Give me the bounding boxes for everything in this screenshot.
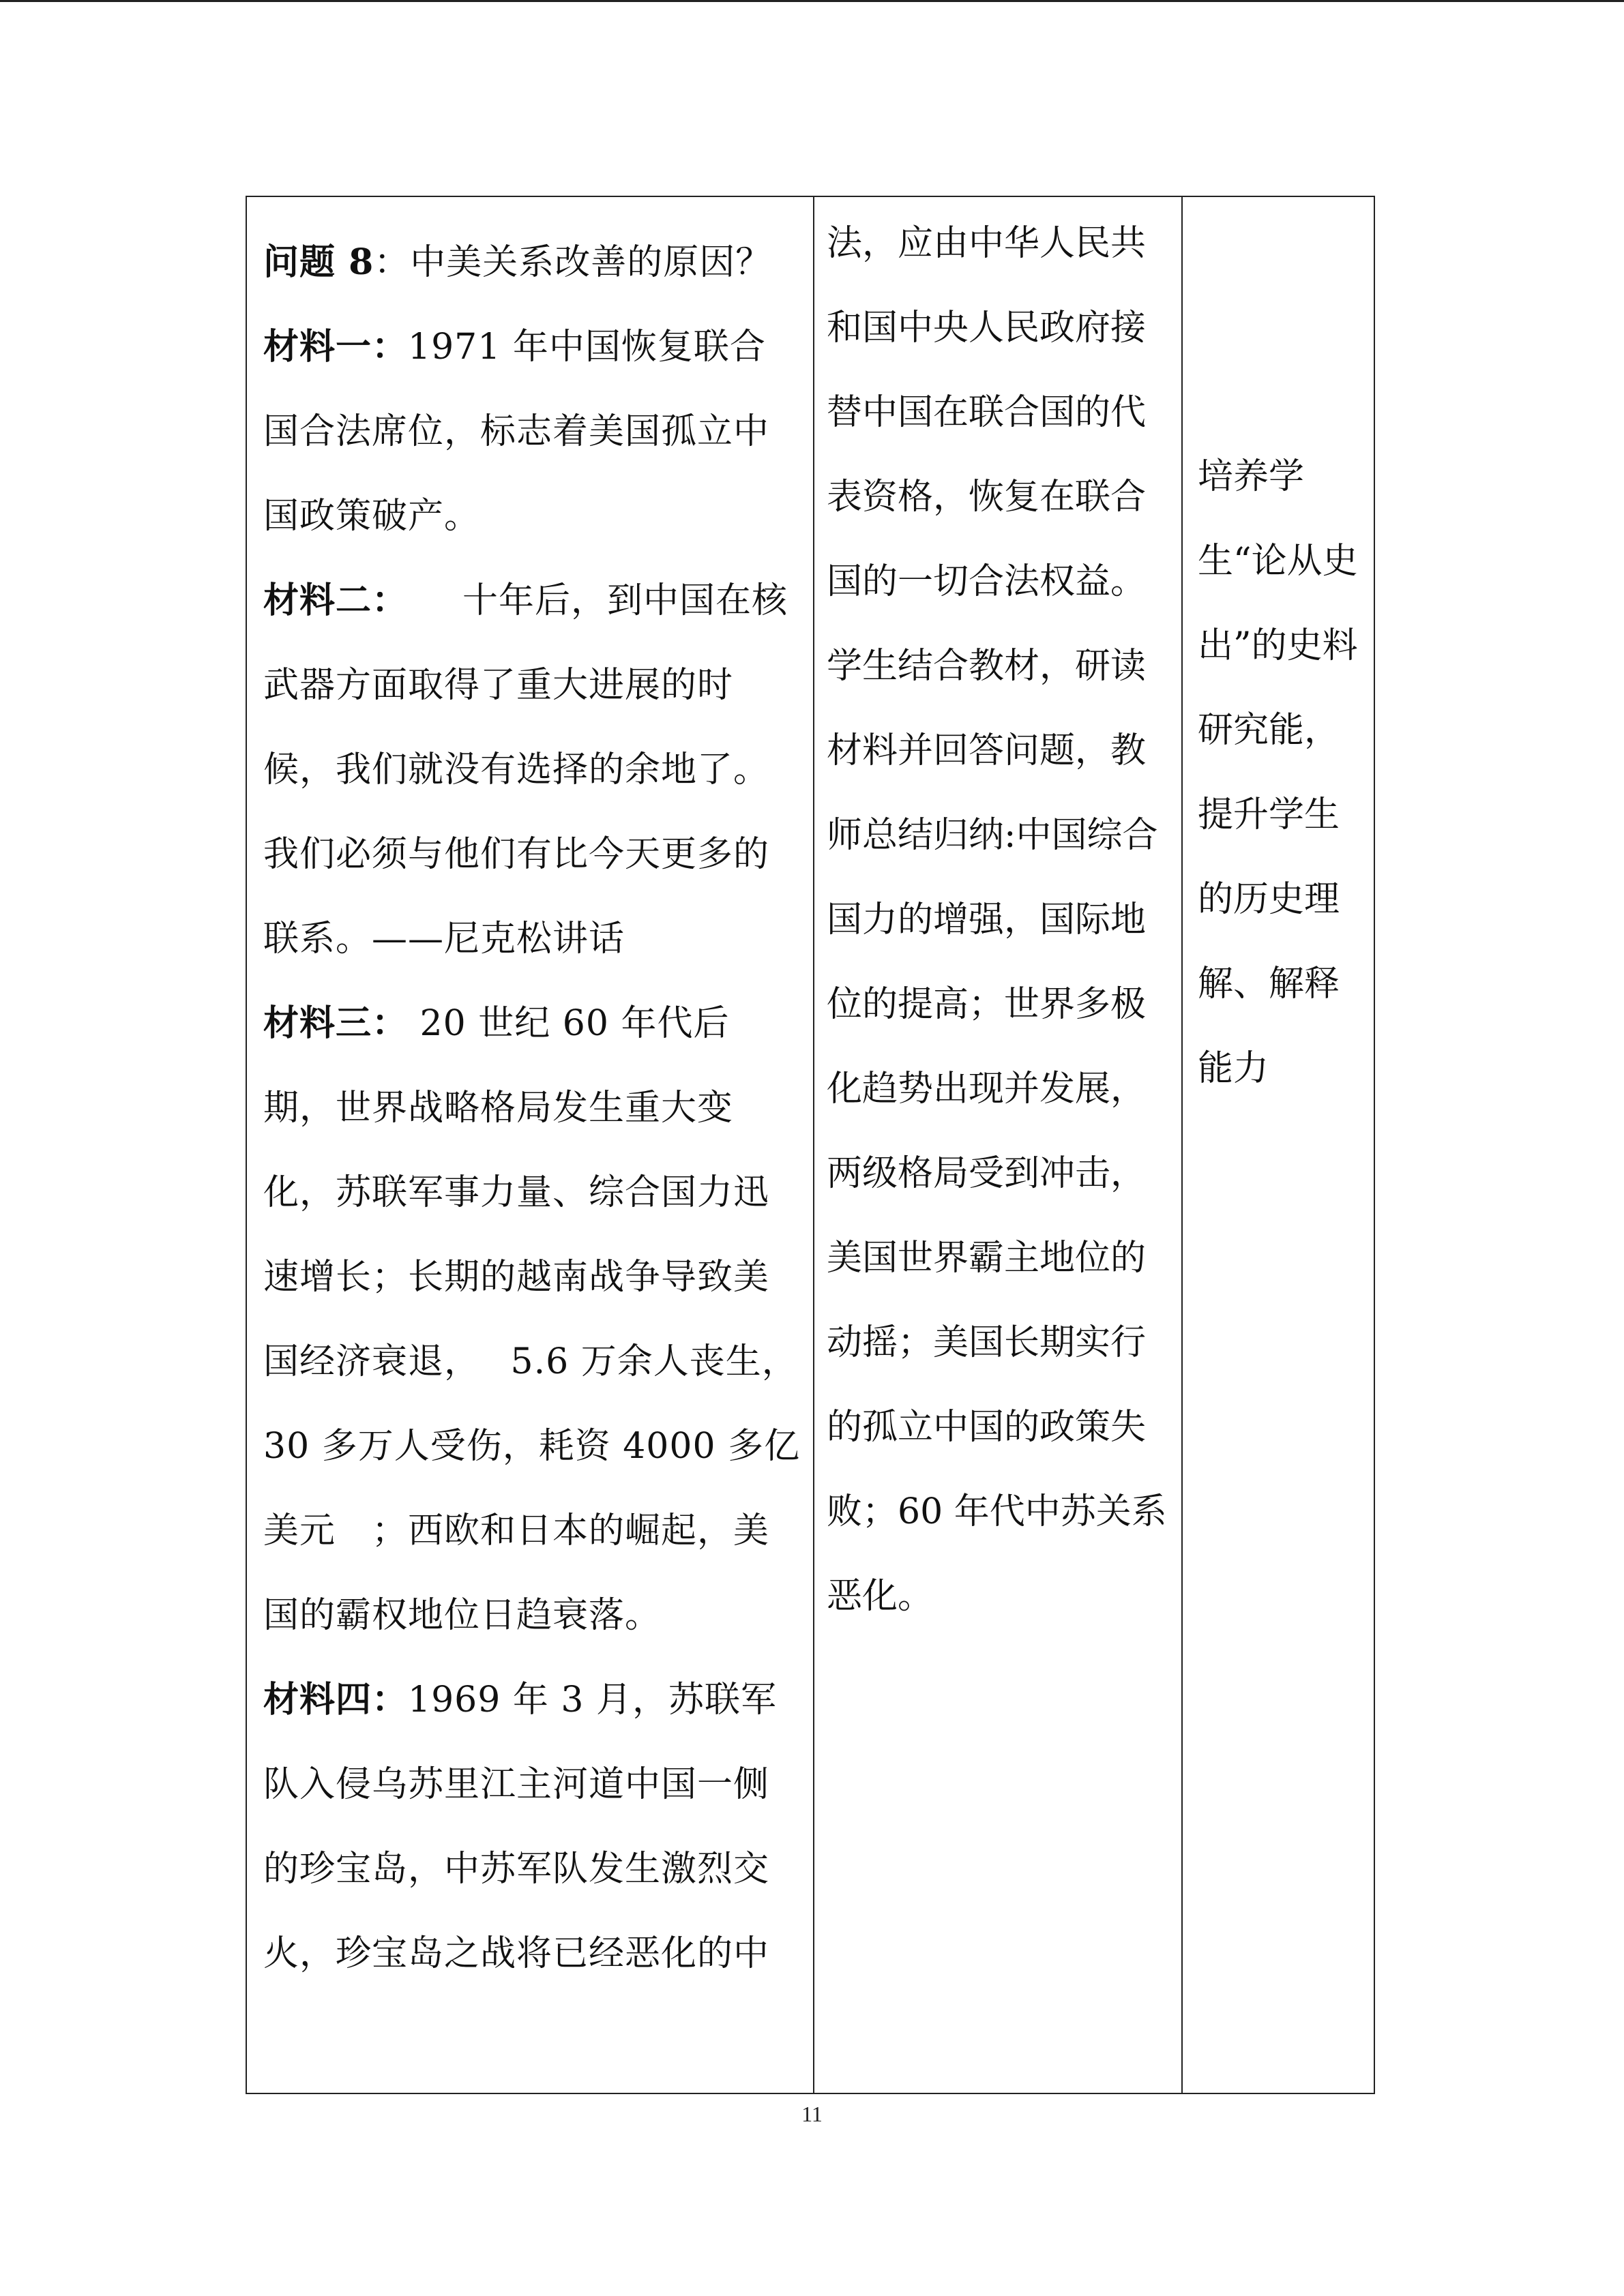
activity-paragraph-2: 学生结合教材，研读材料并回答问题，教师总结归纳:中国综合国力的增强，国际地位的提高；世界多极化趋势出现并发展，两级格局受到冲击，美国世界霸主地位的动摇；美国长期实行的孤立中国的政策失败；60 年代中苏关系恶化。 [827,646,1167,1617]
material-2 [263,558,801,981]
design-purpose-text: 培养学生“论从史出”的史料研究能，提升学生的历史理解、解释能力 [1198,456,1358,1089]
material-3 [263,981,801,1658]
page-number: 11 [801,2102,823,2126]
material-2-label: 材料二： [263,580,391,621]
question-label: 问题 8 [263,241,374,283]
material-4-text: 1969 年 3 月，苏联军队入侵乌苏里江主河道中国一侧的珍宝岛，中苏军队发生激烈交火，珍宝岛之战将已经恶化的中 [263,1680,778,1974]
content-column [247,197,814,2093]
material-1-label: 材料一： [263,326,409,368]
material-3-label: 材料三： [263,1002,409,1044]
activity-paragraph-1: 法，应由中华人民共和国中央人民政府接替中国在联合国的代表资格，恢复在联合国的一切合法权益。 [827,223,1147,602]
lesson-plan-table [246,196,1375,2094]
page-top-border [0,0,1624,2]
activity-column [814,197,1183,2093]
question-text: ：中美关系改善的原因？ [374,242,772,283]
purpose-column [1183,197,1374,2093]
material-3-text: 20 世纪 60 年代后期，世界战略格局发生重大变化，苏联军事力量、综合国力迅速增长；长期的越南战争导致美国经济衰退， 5.6 万余人丧生，30 多万人受伤，耗资 4000 多亿美元 ；西欧和日本的崛起，美国的霸权地位日趋衰落。 [263,1003,801,1636]
material-2-text: 十年后，到中国在核武器方面取得了重大进展的时候，我们就没有选择的余地了。我们必须与他们有比今天更多的联系。——尼克松讲话 [263,580,788,959]
material-1 [263,305,801,558]
question-8 [263,220,801,305]
material-1-text: 1971 年中国恢复联合国合法席位，标志着美国孤立中国政策破产。 [263,327,770,537]
material-4 [263,1658,801,1996]
material-4-label: 材料四： [263,1679,409,1720]
